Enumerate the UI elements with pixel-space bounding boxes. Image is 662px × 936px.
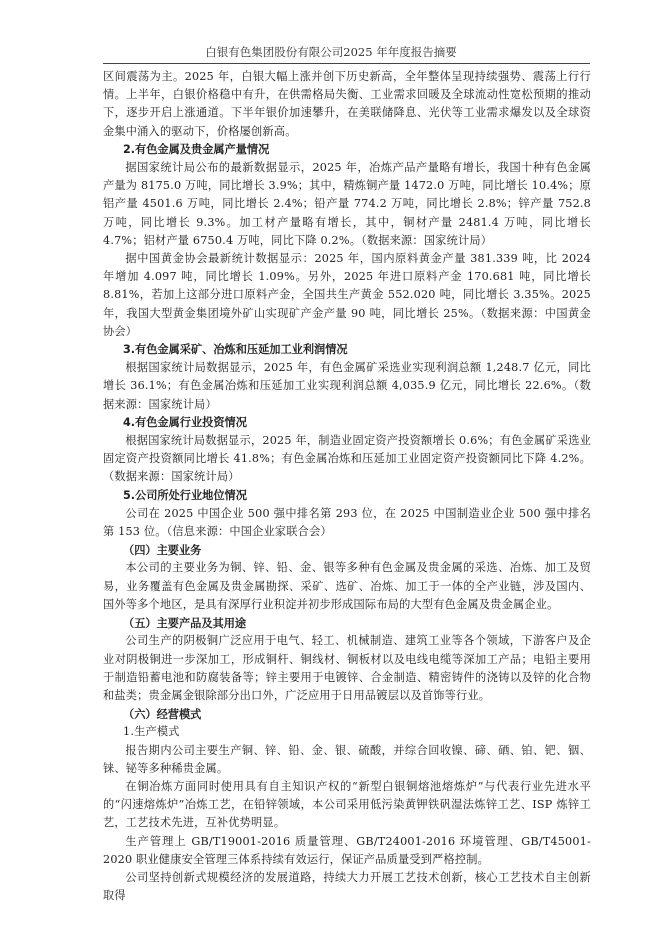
paragraph: 本公司的主要业务为铜、锌、铅、金、银等多种有色金属及贵金属的采选、冶炼、加工及贸易，业务覆盖有色金属及贵金属勘探、采矿、选矿、冶炼、加工于一体的全产业链，涉及国内、国外等多个地区，是具有深厚行业积淀并初步形成国际布局的大型有色金属及贵金属企业。 xyxy=(103,561,591,611)
section-heading: 4.有色金属行业投资情况 xyxy=(123,415,247,429)
paragraph: 在铜冶炼方面同时使用具有自主知识产权的“新型白银铜熔池熔炼炉”与代表行业先进水平的“闪速熔炼炉”冶炼工艺，在铅锌领域，本公司采用低污染黄钾铁矾湿法炼锌工艺、ISP 炼锌工艺，工艺技术先进，互补优势明显。 xyxy=(103,779,591,830)
paragraph: 公司生产的阴极铜广泛应用于电气、轻工、机械制造、建筑工业等各个领域，下游客户及企业对阴极铜进一步深加工，形成铜杆、铜线材、铜板材以及电线电缆等深加工产品；电铅主要用于制造铅蓄电池和防腐装备等；锌主要用于电镀锌、合金制造、精密铸件的浇铸以及锌的化合物和盐类；贵金属金银除部分出口外，广泛应用于日用品镀层以及首饰等行业。 xyxy=(103,634,591,702)
paragraph: 据中国黄金协会最新统计数据显示：2025 年，国内原料黄金产量 381.339 吨，比 2024 年增加 4.097 吨，同比增长 1.09%。另外，2025 年进口原料产金 170.681 吨，同比增长 8.81%，若加上这部分进口原料产金，全国共生产黄金 552.020 吨，同比增长 3.35%。2025 年，我国大型黄金集团境外矿山实现矿产金产量 90 吨，同比增长 25%。（数据来源：中国黄金协会） xyxy=(103,252,591,338)
paragraph: 根据国家统计局数据显示，2025 年，制造业固定资产投资额增长 0.6%；有色金属矿采选业固定资产投资额同比增长 41.8%；有色金属冶炼和压延加工业固定资产投资额同比下降 4.2%。（数据来源：国家统计局） xyxy=(103,434,591,484)
paragraph: 区间震荡为主。2025 年，白银大幅上涨并创下历史新高，全年整体呈现持续强势、震荡上行行情。上半年，白银价格稳中有升，在供需格局失衡、工业需求回暖及全球流动性宽松预期的推动下，逐步开启上涨通道。下半年银价加速攀升，在美联储降息、光伏等工业需求爆发以及全球资金集中涌入的驱动下，价格屡创新高。 xyxy=(103,70,591,138)
header-divider xyxy=(103,63,590,64)
document-body xyxy=(103,68,591,905)
section-heading: 3.有色金属采矿、冶炼和压延加工业利润情况 xyxy=(123,343,348,357)
paragraph: 公司坚持创新式规模经济的发展道路，持续大力开展工艺技术创新，核心工艺技术自主创新取得 xyxy=(103,870,591,903)
section-heading: 2.有色金属及贵金属产量情况 xyxy=(123,142,270,156)
subsection-heading: 1.生产模式 xyxy=(123,725,180,739)
paragraph: 生产管理上 GB/T19001-2016 质量管理、GB/T24001-2016 环境管理、GB/T45001-2020 职业健康安全管理三体系持续有效运行，保证产品质量受到严格控制。 xyxy=(103,834,591,866)
section-heading: （四）主要业务 xyxy=(123,543,202,558)
section-heading: 5.公司所处行业地位情况 xyxy=(123,488,247,502)
section-heading: （五）主要产品及其用途 xyxy=(123,616,247,631)
paragraph: 报告期内公司主要生产铜、锌、铅、金、银、硫酸，并综合回收镍、碲、硒、铂、钯、铟、铼、铋等多种稀贵金属。 xyxy=(103,743,591,775)
paragraph: 公司在 2025 中国企业 500 强中排名第 293 位，在 2025 中国制造业企业 500 强中排名第 153 位。（信息来源：中国企业家联合会） xyxy=(103,506,591,539)
section-heading: （六）经营模式 xyxy=(123,707,202,722)
page-header: 白银有色集团股份有限公司2025 年年度报告摘要 xyxy=(205,45,457,59)
paragraph: 根据国家统计局数据显示，2025 年，有色金属矿采选业实现利润总额 1,248.7 亿元，同比增长 36.1%；有色金属冶炼和压延加工业实现利润总额 4,035.9 亿元，同比增长 22.6%。（数据来源：国家统计局） xyxy=(103,361,591,411)
paragraph: 据国家统计局公布的最新数据显示，2025 年，冶炼产品产量略有增长，我国十种有色金属产量为 8175.0 万吨，同比增长 3.9%；其中，精炼铜产量 1472.0 万吨，同比增长 10.4%；原铝产量 4501.6 万吨，同比增长 2.4%；铅产量 774.2 万吨，同比增长 2.8%；锌产量 752.8 万吨，同比增长 9.3%。加工材产量略有增长，其中，铜材产量 2481.4 万吨，同比增长 4.7%；铝材产量 6750.4 万吨，同比下降 0.2%。（数据来源：国家统计局） xyxy=(103,161,591,247)
